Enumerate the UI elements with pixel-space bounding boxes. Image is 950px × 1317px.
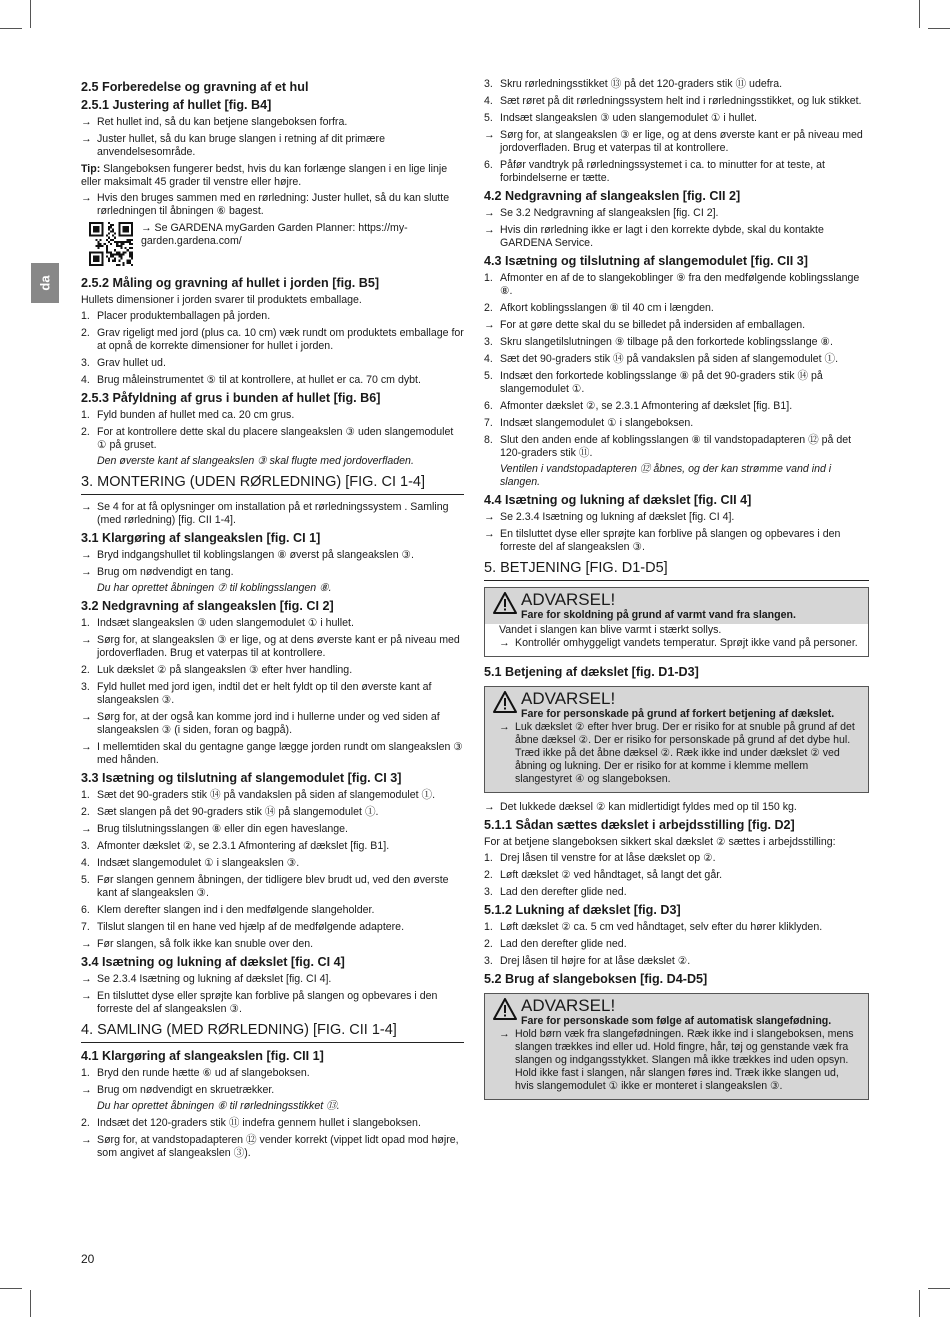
item-text: Grav hullet ud. — [97, 357, 166, 369]
crop-mark — [30, 0, 31, 28]
warning-header — [485, 687, 868, 721]
step-item — [484, 921, 869, 934]
warning-instruction-text: Kontrollér omhyggeligt vandets temperatur. Sprøjt ikke vand på personer. — [515, 637, 858, 649]
item-marker: → — [81, 192, 92, 204]
step-item — [81, 409, 464, 422]
item-marker: → — [484, 511, 495, 523]
item-text: Brug om nødvendigt en tang. — [97, 566, 234, 578]
item-marker: 2. — [81, 426, 90, 438]
item-text: Indsæt slangeakslen ③ uden slangemodulet ① i hullet. — [500, 112, 757, 124]
item-text: Sørg for, at slangeakslen ③ er lige, og at dens øverste kant er på niveau med jordoverfladen. Brug et vaterpas til at kontrollere. — [500, 129, 863, 154]
item-marker: 2. — [484, 869, 493, 881]
item-marker: → — [81, 549, 92, 561]
section-heading: 3.2 Nedgravning af slangeakslen [fig. CI 2] — [81, 599, 334, 613]
item-text: Se 2.3.4 Isætning og lukning af dækslet [fig. CI 4]. — [500, 511, 735, 523]
instruction-item — [484, 319, 869, 332]
step-item — [81, 857, 464, 870]
item-text: Se 3.2 Nedgravning af slangeakslen [fig. CI 2]. — [500, 207, 719, 219]
warning-instruction — [499, 721, 860, 786]
item-text: Før slangen gennem åbningen, der tidligere blev brudt ud, ved den øverste kant af slangeakslen ③. — [97, 874, 449, 899]
item-text: Ret hullet ind, så du kan betjene slangeboksen forfra. — [97, 116, 348, 128]
chapter-heading: 3. MONTERING (UDEN RØRLEDNING) [FIG. CI 1-4] — [81, 474, 464, 495]
left-column — [81, 78, 464, 1164]
item-text: Sørg for, at der også kan komme jord ind i hullerne under og ved siden af slangeakslen ③ (i siden, foran og bagpå). — [97, 711, 440, 736]
instruction-item — [81, 711, 464, 737]
step-item — [81, 374, 464, 387]
step-item — [484, 78, 869, 91]
warning-box — [484, 993, 869, 1100]
step-item — [81, 904, 464, 917]
step-item — [484, 336, 869, 349]
step-item — [81, 357, 464, 370]
item-marker: 1. — [81, 409, 90, 421]
item-marker: 1. — [484, 921, 493, 933]
item-marker: 1. — [81, 310, 90, 322]
step-item — [484, 852, 869, 865]
qr-block — [81, 222, 464, 266]
item-marker: 2. — [484, 302, 493, 314]
section-heading: 3.3 Isætning og tilslutning af slangemodulet [fig. CI 3] — [81, 771, 402, 785]
section-heading: 5.2 Brug af slangeboksen [fig. D4-D5] — [484, 972, 708, 986]
step-item — [81, 310, 464, 323]
warning-body — [485, 721, 868, 792]
step-item — [81, 874, 464, 900]
step-item — [81, 806, 464, 819]
item-marker: 6. — [81, 904, 90, 916]
item-text: For at gøre dette skal du se billedet på indersiden af emballagen. — [500, 319, 806, 331]
step-item — [484, 955, 869, 968]
step-item — [81, 1117, 464, 1130]
item-marker: 3. — [484, 955, 493, 967]
chapter-heading: 5. BETJENING [FIG. D1-D5] — [484, 560, 869, 581]
item-marker: → — [484, 528, 495, 540]
item-marker: → — [499, 1028, 510, 1040]
warning-subtitle: Fare for skoldning på grund af varmt vand fra slangen. — [521, 609, 796, 621]
step-item — [484, 417, 869, 430]
item-marker: 3. — [484, 78, 493, 90]
item-marker: 2. — [484, 938, 493, 950]
step-item — [484, 869, 869, 882]
crop-mark — [0, 28, 22, 29]
item-marker: → — [484, 224, 495, 236]
item-text: Sæt røret på dit rørledningssystem helt ind i rørledningsstikket, og luk stikket. — [500, 95, 862, 107]
item-marker: 7. — [484, 417, 493, 429]
subsection-heading: 5.1.2 Lukning af dækslet [fig. D3] — [484, 903, 681, 917]
step-item — [81, 664, 464, 677]
item-marker: 4. — [81, 857, 90, 869]
item-text: Hvis den bruges sammen med en rørledning: Juster hullet, så du kan slutte rørledningen til åbningen ⑥ bagest. — [97, 192, 450, 217]
step-item — [484, 353, 869, 366]
item-marker: 7. — [81, 921, 90, 933]
item-marker: 6. — [484, 159, 493, 171]
result-note: Du har oprettet åbningen ⑦ til koblingsslangen ⑧. — [97, 582, 332, 594]
crop-mark — [0, 1288, 22, 1289]
item-marker: 3. — [81, 681, 90, 693]
item-text: Brug måleinstrumentet ⑤ til at kontrollere, at hullet er ca. 70 cm dybt. — [97, 374, 421, 386]
section-heading: 4.3 Isætning og tilslutning af slangemodulet [fig. CII 3] — [484, 254, 808, 268]
item-marker: → — [81, 990, 92, 1002]
paragraph: For at betjene slangeboksen sikkert skal dækslet ② sættes i arbejdsstilling: — [484, 836, 836, 848]
warning-body — [485, 1028, 868, 1099]
step-item — [484, 302, 869, 315]
item-text: Afmonter dækslet ②, se 2.3.1 Afmontering af dækslet [fig. B1]. — [97, 840, 390, 852]
item-text: Indsæt slangemodulet ① i slangeboksen. — [500, 417, 694, 429]
instruction-item — [484, 224, 869, 250]
item-text: Tilslut slangen til en hane ved hjælp af de medfølgende adaptere. — [97, 921, 405, 933]
warning-subtitle: Fare for personskade på grund af forkert betjening af dækslet. — [521, 708, 835, 720]
item-text: Se 2.3.4 Isætning og lukning af dækslet [fig. CI 4]. — [97, 973, 332, 985]
subsection-heading: 2.5.2 Måling og gravning af hullet i jorden [fig. B5] — [81, 276, 380, 290]
step-item — [81, 1067, 464, 1080]
item-marker: 2. — [81, 664, 90, 676]
result-note: Ventilen i vandstopadapteren ⑫ åbnes, og der kan strømme vand ind i slangen. — [500, 463, 832, 488]
item-marker: 4. — [81, 374, 90, 386]
instruction-item — [81, 1084, 464, 1097]
item-marker: 4. — [484, 95, 493, 107]
item-text: Sørg for, at vandstopadapteren ⑫ vender korrekt (vippet lidt opad mod højre, som angivet af slangeakslen ③). — [97, 1134, 459, 1159]
item-text: Sæt det 90-graders stik ⑭ på vandakslen på siden af slangemodulet ①. — [500, 353, 839, 365]
item-marker: → — [81, 823, 92, 835]
item-marker: 1. — [484, 272, 493, 284]
item-text: Skru slangetilslutningen ⑨ tilbage på den forkortede koblingsslange ⑧. — [500, 336, 833, 348]
instruction-item — [81, 823, 464, 836]
section-heading: 2.5 Forberedelse og gravning af et hul — [81, 80, 309, 94]
item-text: Drej låsen til venstre for at låse dækslet op ②. — [500, 852, 716, 864]
warning-header — [485, 588, 868, 624]
instruction-item — [81, 1134, 464, 1160]
tip-text: Slangeboksen fungerer bedst, hvis du kan forlænge slangen i en lige linje eller maksimalt 45 grader til venstre eller højre. — [81, 163, 448, 188]
item-marker: → — [81, 938, 92, 950]
step-item — [484, 272, 869, 298]
item-marker: 3. — [81, 357, 90, 369]
item-marker: 4. — [484, 353, 493, 365]
item-text: Placer produktemballagen på jorden. — [97, 310, 271, 322]
item-text: Hvis din rørledning ikke er lagt i den korrekte dybde, skal du kontakte GARDENA Service. — [500, 224, 824, 249]
item-text: Klem derefter slangen ind i den medfølgende slangeholder. — [97, 904, 375, 916]
item-marker: → — [484, 801, 495, 813]
item-marker: → — [484, 129, 495, 141]
step-item — [484, 95, 869, 108]
item-marker: → — [81, 634, 92, 646]
item-marker: → — [81, 566, 92, 578]
item-marker: 6. — [484, 400, 493, 412]
item-text: Før slangen, så folk ikke kan snuble over den. — [97, 938, 314, 950]
item-marker: → — [81, 116, 92, 128]
item-text: Juster hullet, så du kan bruge slangen i retning af dit primære anvendelsesområde. — [97, 133, 385, 158]
step-item — [484, 434, 869, 460]
warning-instruction — [499, 1028, 860, 1093]
item-marker: 5. — [484, 370, 493, 382]
item-text: Sørg for, at slangeakslen ③ er lige, og at dens øverste kant er på niveau med jordoverfladen. Brug et vaterpas til at kontrollere. — [97, 634, 460, 659]
item-marker: → — [81, 1134, 92, 1146]
item-marker: → — [499, 721, 510, 733]
instruction-item — [81, 990, 464, 1016]
section-heading: 4.4 Isætning og lukning af dækslet [fig. CII 4] — [484, 493, 752, 507]
warning-box — [484, 686, 869, 793]
instruction-item — [81, 501, 464, 527]
item-marker: 1. — [484, 852, 493, 864]
item-marker: → — [81, 741, 92, 753]
language-tab — [31, 263, 59, 303]
item-marker: → — [81, 711, 92, 723]
item-text: Luk dækslet ② på slangeakslen ③ efter hver handling. — [97, 664, 353, 676]
tip-label: Tip: — [81, 163, 101, 175]
item-text: Sæt det 90-graders stik ⑭ på vandakslen på siden af slangemodulet ①. — [97, 789, 436, 801]
step-item — [484, 370, 869, 396]
item-marker: → — [81, 133, 92, 145]
item-marker: 1. — [81, 617, 90, 629]
qr-link-text: → Se GARDENA myGarden Garden Planner: https://my-garden.gardena.com/ — [141, 222, 408, 247]
result-note: Den øverste kant af slangeakslen ③ skal flugte med jordoverfladen. — [97, 455, 414, 467]
chapter-heading: 4. SAMLING (MED RØRLEDNING) [FIG. CII 1-4] — [81, 1022, 464, 1043]
item-text: Grav rigeligt med jord (plus ca. 10 cm) væk rundt om produktets emballage for at opnå de korrekte dimensioner for hullet i jorden. — [97, 327, 464, 352]
step-item — [484, 400, 869, 413]
instruction-item — [484, 129, 869, 155]
subsection-heading: 2.5.3 Påfyldning af grus i bunden af hullet [fig. B6] — [81, 391, 381, 405]
instruction-item — [484, 801, 869, 814]
item-text: Det lukkede dæksel ② kan midlertidigt fyldes med op til 150 kg. — [500, 801, 797, 813]
qr-code — [89, 222, 133, 266]
item-marker: → — [499, 637, 510, 649]
tip-paragraph — [81, 163, 464, 189]
step-item — [81, 617, 464, 630]
warning-instruction-text: Luk dækslet ② efter hver brug. Der er risiko for at snuble på grund af det åbne dæksel ②. Der er risiko for personskade på grund af det dybe hul. Træd ikke på det åbne dæksel ②. Ræk ikke ind under dækslet ② ved åbning og lukning. Der er risiko for at komme i klemme mellem slangestyret ④ og slangeboksen. — [515, 721, 855, 785]
item-text: En tilsluttet dyse eller sprøjte kan forblive på slangen og opbevares i den forreste del af slangeakslen ③. — [500, 528, 841, 553]
warning-triangle-icon — [493, 592, 517, 619]
crop-mark — [919, 1290, 920, 1317]
warning-text: Vandet i slangen kan blive varmt i stærkt sollys. — [499, 624, 722, 636]
item-text: Se 4 for at få oplysninger om installation på et rørledningssystem . Samling (med rørledning) [fig. CII 1-4]. — [97, 501, 449, 526]
warning-instruction — [499, 637, 868, 650]
subsection-heading: 2.5.1 Justering af hullet [fig. B4] — [81, 98, 272, 112]
item-text: Fyld bunden af hullet med ca. 20 cm grus. — [97, 409, 295, 421]
instruction-item — [81, 973, 464, 986]
instruction-item — [81, 192, 464, 218]
item-text: Afmonter en af de to slangekoblinger ⑨ fra den medfølgende koblingsslange ⑧. — [500, 272, 860, 297]
warning-title: ADVARSEL! — [521, 590, 616, 609]
instruction-item — [484, 511, 869, 524]
item-text: Skru rørledningsstikket ⑬ på det 120-graders stik ⑪ udefra. — [500, 78, 783, 90]
warning-title: ADVARSEL! — [521, 689, 616, 708]
section-heading: 4.1 Klargøring af slangeakslen [fig. CII 1] — [81, 1049, 324, 1063]
step-item — [81, 327, 464, 353]
warning-title: ADVARSEL! — [521, 996, 616, 1015]
language-tab-label: da — [37, 275, 53, 291]
step-item — [484, 112, 869, 125]
item-marker: → — [81, 973, 92, 985]
section-heading: 4.2 Nedgravning af slangeakslen [fig. CII 2] — [484, 189, 741, 203]
instruction-item — [484, 528, 869, 554]
warning-subtitle: Fare for personskade som følge af automatisk slangefødning. — [521, 1015, 832, 1027]
item-marker: 5. — [81, 874, 90, 886]
step-item — [81, 681, 464, 707]
item-marker: 2. — [81, 327, 90, 339]
item-text: For at kontrollere dette skal du placere slangeakslen ③ uden slangemodulet ① på gruset. — [97, 426, 454, 451]
item-text: Indsæt det 120-graders stik ⑪ indefra gennem hullet i slangeboksen. — [97, 1117, 421, 1129]
item-text: Sæt slangen på det 90-graders stik ⑭ på slangemodulet ①. — [97, 806, 379, 818]
subsection-heading: 5.1.1 Sådan sættes dækslet i arbejdsstilling [fig. D2] — [484, 818, 795, 832]
item-text: Løft dækslet ② ca. 5 cm ved håndtaget, selv efter du hører kliklyden. — [500, 921, 823, 933]
item-marker: → — [484, 207, 495, 219]
instruction-item — [81, 566, 464, 579]
paragraph: Hullets dimensioner i jorden svarer til produktets emballage. — [81, 294, 362, 306]
section-heading: 5.1 Betjening af dækslet [fig. D1-D3] — [484, 665, 699, 679]
item-text: Bryd indgangshullet til koblingslangen ⑧ øverst på slangeakslen ③. — [97, 549, 414, 561]
item-text: Lad den derefter glide ned. — [500, 938, 627, 950]
item-marker: 3. — [81, 840, 90, 852]
item-marker: 8. — [484, 434, 493, 446]
item-text: Indsæt slangeakslen ③ uden slangemodulet ① i hullet. — [97, 617, 354, 629]
item-text: Slut den anden ende af koblingsslangen ⑧ til vandstopadapteren ⑫ på det 120-graders stik ⑪. — [500, 434, 852, 459]
item-text: Afkort koblingsslangen ⑧ til 40 cm i længden. — [500, 302, 714, 314]
crop-mark — [928, 28, 950, 29]
item-text: Indsæt den forkortede koblingsslange ⑧ på det 90-graders stik ⑭ på slangemodulet ①. — [500, 370, 823, 395]
warning-header — [485, 994, 868, 1028]
item-marker: 2. — [81, 806, 90, 818]
step-item — [484, 886, 869, 899]
step-item — [81, 840, 464, 853]
item-text: Bryd den runde hætte ⑥ ud af slangeboksen. — [97, 1067, 310, 1079]
item-text: I mellemtiden skal du gentagne gange lægge jorden rundt om slangeakslen ③ med hånden. — [97, 741, 463, 766]
right-column — [484, 78, 869, 1108]
item-marker: 1. — [81, 1067, 90, 1079]
item-marker: → — [81, 501, 92, 513]
crop-mark — [928, 1288, 950, 1289]
step-item — [81, 426, 464, 452]
instruction-item — [81, 549, 464, 562]
instruction-item — [81, 741, 464, 767]
item-text: Påfør vandtryk på rørledningssystemet i ca. to minutter for at teste, at forbindelserne er tætte. — [500, 159, 826, 184]
item-text: Løft dækslet ② ved håndtaget, så langt det går. — [500, 869, 723, 881]
instruction-item — [81, 938, 464, 951]
warning-triangle-icon — [493, 998, 517, 1025]
item-marker: 3. — [484, 886, 493, 898]
crop-mark — [919, 0, 920, 28]
instruction-item — [484, 207, 869, 220]
page-number: 20 — [81, 1252, 95, 1266]
instruction-item — [81, 133, 464, 159]
result-note: Du har oprettet åbningen ⑥ til rørledningsstikket ⑬. — [97, 1100, 340, 1112]
section-heading: 3.4 Isætning og lukning af dækslet [fig. CI 4] — [81, 955, 345, 969]
instruction-item — [81, 634, 464, 660]
item-marker: 2. — [81, 1117, 90, 1129]
item-marker: 3. — [484, 336, 493, 348]
warning-triangle-icon — [493, 691, 517, 718]
instruction-item — [81, 116, 464, 129]
warning-instruction-text: Hold børn væk fra slangefødningen. Ræk ikke ind i slangeboksen, mens slangen trækkes ind eller ud. Hold fingre, hår, tøj og genstande væk fra slangen og indgangsstykket. Slangen må ikke trækkes ind uden opsyn. Hold ikke fast i slangen, når slangen føres ind. Træk ikke slangen ud, hvis slangemodulet ① ikke er monteret i slangeakslen ③. — [515, 1028, 854, 1092]
item-text: Indsæt slangemodulet ① i slangeakslen ③. — [97, 857, 300, 869]
item-text: Afmonter dækslet ②, se 2.3.1 Afmontering af dækslet [fig. B1]. — [500, 400, 793, 412]
crop-mark — [30, 1290, 31, 1317]
warning-body — [485, 624, 868, 656]
step-item — [484, 938, 869, 951]
warning-box — [484, 587, 869, 657]
step-item — [81, 789, 464, 802]
step-item — [484, 159, 869, 185]
item-marker: 5. — [484, 112, 493, 124]
section-heading: 3.1 Klargøring af slangeakslen [fig. CI 1] — [81, 531, 321, 545]
step-item — [81, 921, 464, 934]
item-text: Drej låsen til højre for at låse dækslet ②. — [500, 955, 691, 967]
item-marker: → — [484, 319, 495, 331]
item-text: Lad den derefter glide ned. — [500, 886, 627, 898]
item-text: Fyld hullet med jord igen, indtil det er helt fyldt op til den øverste kant af slangeakslen ③. — [97, 681, 432, 706]
item-text: Brug tilslutningsslangen ⑧ eller din egen haveslange. — [97, 823, 348, 835]
item-text: Brug om nødvendigt en skruetrækker. — [97, 1084, 275, 1096]
item-marker: 1. — [81, 789, 90, 801]
item-text: En tilsluttet dyse eller sprøjte kan forblive på slangen og opbevares i den forreste del af slangeakslen ③. — [97, 990, 438, 1015]
item-marker: → — [81, 1084, 92, 1096]
